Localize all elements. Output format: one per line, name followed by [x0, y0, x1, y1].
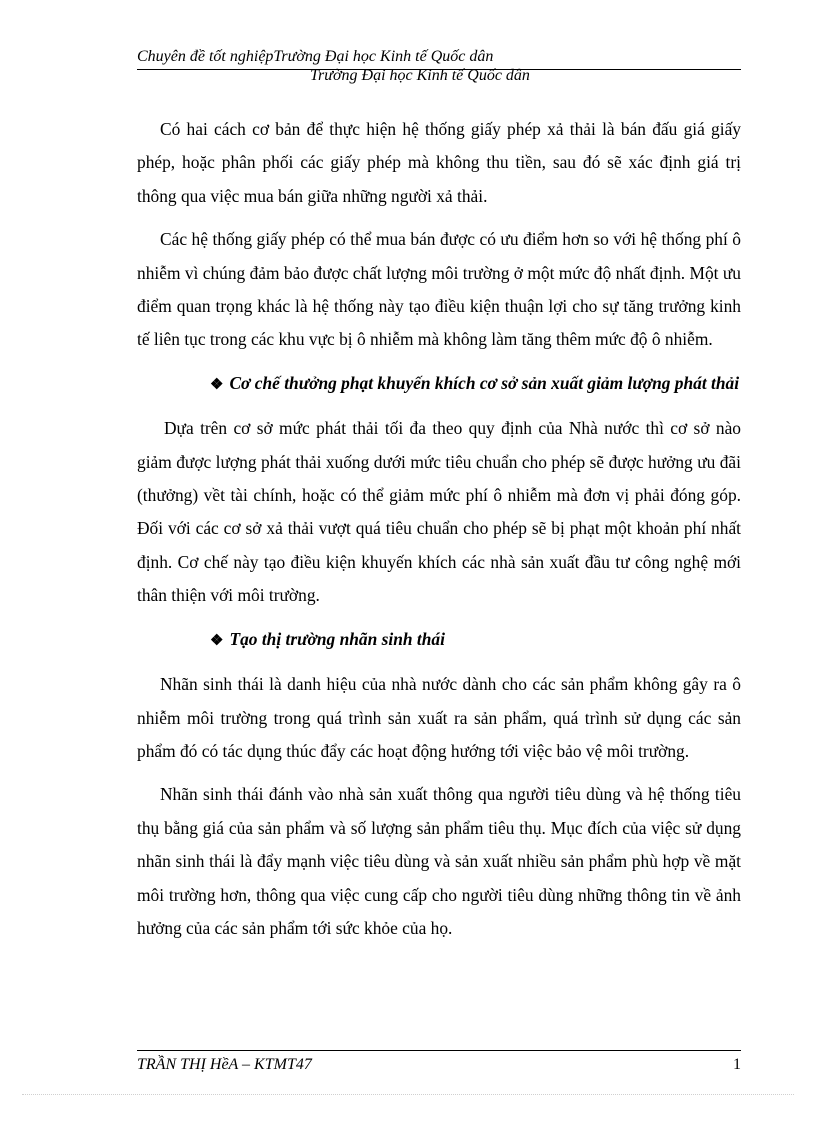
page-number: 1	[733, 1056, 741, 1073]
page-header	[137, 48, 741, 88]
header-title: Chuyên đề tốt nghiệpTrường Đại học Kinh tế Quốc dân	[137, 48, 494, 65]
paragraph-reward-penalty: Dựa trên cơ sở mức phát thải tối đa theo quy định của Nhà nước thì cơ sở nào giảm được lượng phát thải xuống dưới mức tiêu chuẩn cho phép sẽ được hưởng ưu đãi (thưởng) vềt tài chính, hoặc có thể giảm mức phí ô nhiễm mà đơn vị phải đóng góp. Đối với các cơ sở xả thải vượt quá tiêu chuẩn cho phép sẽ bị phạt một khoản phí nhất định. Cơ chế này tạo điều kiện khuyến khích các nhà sản xuất đầu tư công nghệ mới thân thiện với môi trường.	[137, 418, 741, 606]
paragraph-eco-label-definition: Nhãn sinh thái là danh hiệu của nhà nước dành cho các sản phẩm không gây ra ô nhiễm môi trường trong quá trình sản xuất ra sản phẩm, quá trình sử dụng các sản phẩm đó có tác dụng thúc đẩy các hoạt động hướng tới việc bảo vệ môi trường.	[137, 674, 741, 761]
section-heading-text: Cơ chế thưởng phạt khuyến khích cơ sở sản xuất giảm lượng phát thải	[229, 372, 740, 393]
diamond-bullet-icon: ❖	[210, 632, 224, 649]
section-heading-reward-penalty	[137, 367, 741, 402]
header-subtitle: Trường Đại học Kinh tế Quốc dân	[310, 67, 530, 84]
section-heading-text: Tạo thị trường nhãn sinh thái	[229, 628, 445, 649]
footer-rule	[137, 1050, 741, 1051]
page-footer	[137, 1050, 741, 1073]
section-heading-eco-label	[137, 623, 741, 658]
paragraph-permit-methods: Có hai cách cơ bản để thực hiện hệ thống giấy phép xả thải là bán đấu giá giấy phép, hoặc phân phối các giấy phép mà không thu tiền, sau đó sẽ xác định giá trị thông qua việc mua bán giữa những người xả thải.	[137, 119, 741, 206]
document-body	[137, 113, 741, 955]
page-edge-divider	[22, 1094, 794, 1095]
footer-author: TRẦN THỊ HềA – KTMT47	[137, 1056, 312, 1073]
diamond-bullet-icon: ❖	[210, 376, 224, 393]
paragraph-tradable-permits: Các hệ thống giấy phép có thể mua bán được có ưu điểm hơn so với hệ thống phí ô nhiễm vì chúng đảm bảo được chất lượng môi trường ở một mức độ nhất định. Một ưu điểm quan trọng khác là hệ thống này tạo điều kiện thuận lợi cho sự tăng trưởng kinh tế liên tục trong các khu vực bị ô nhiễm mà không làm tăng thêm mức độ ô nhiễm.	[137, 229, 741, 350]
paragraph-eco-label-purpose: Nhãn sinh thái đánh vào nhà sản xuất thông qua người tiêu dùng và hệ thống tiêu thụ bằng giá của sản phẩm và số lượng sản phẩm tiêu thụ. Mục đích của việc sử dụng nhãn sinh thái là đẩy mạnh việc tiêu dùng và sản xuất nhiều sản phẩm phù hợp về mặt môi trường hơn, thông qua việc cung cấp cho người tiêu dùng những thông tin về ảnh hưởng của các sản phẩm tới sức khỏe của họ.	[137, 784, 741, 938]
